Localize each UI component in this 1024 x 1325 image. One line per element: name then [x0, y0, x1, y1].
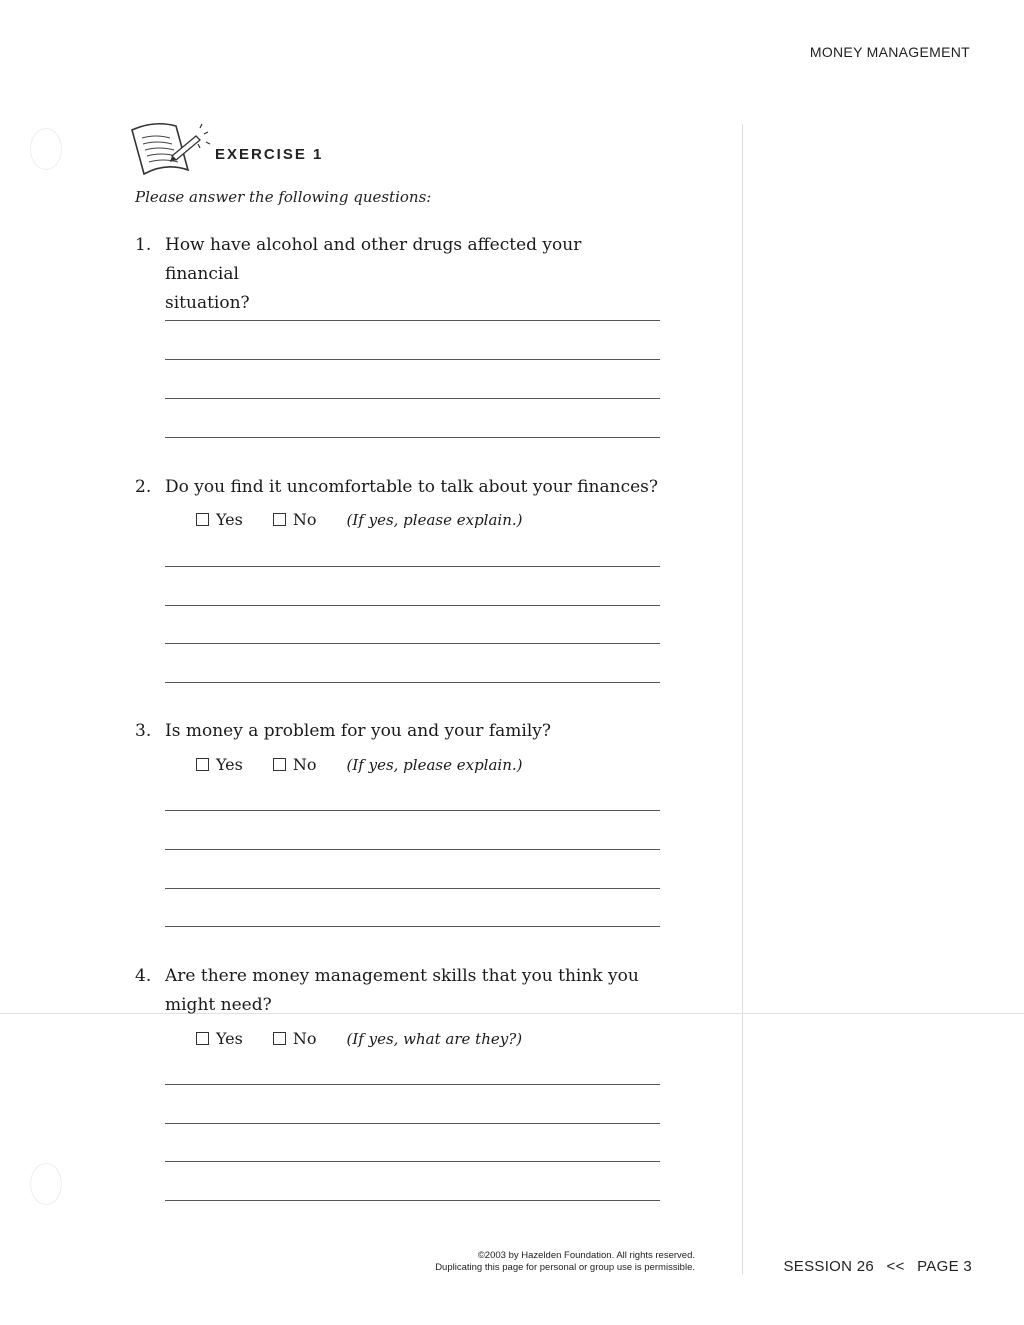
binder-hole	[30, 1163, 62, 1205]
answer-line[interactable]	[165, 849, 660, 850]
answer-line[interactable]	[165, 643, 660, 644]
answer-line[interactable]	[165, 810, 660, 811]
no-option[interactable]: No	[273, 510, 317, 529]
explain-note: (If yes, please explain.)	[346, 510, 523, 529]
answer-line[interactable]	[165, 1161, 660, 1162]
pencil-paper-icon	[128, 118, 212, 184]
instructions: Please answer the following questions:	[135, 188, 432, 206]
answer-line[interactable]	[165, 682, 660, 683]
checkbox-icon[interactable]	[196, 758, 209, 771]
question-line: How have alcohol and other drugs affected your financial	[165, 235, 582, 284]
yes-option[interactable]: Yes	[196, 510, 243, 529]
question-line: Are there money management skills that you think you	[165, 966, 639, 986]
answer-line[interactable]	[165, 888, 660, 889]
yes-option[interactable]: Yes	[196, 1029, 243, 1048]
binder-hole	[30, 128, 62, 170]
question-text	[165, 962, 655, 1020]
no-option[interactable]: No	[273, 1029, 317, 1048]
answer-line[interactable]	[165, 1084, 660, 1085]
question-number: 4.	[135, 966, 152, 986]
answer-line[interactable]	[165, 320, 660, 321]
question-text	[165, 231, 655, 318]
question-line: situation?	[165, 293, 250, 313]
yes-no-options	[196, 1029, 522, 1048]
answer-line[interactable]	[165, 398, 660, 399]
answer-line[interactable]	[165, 1123, 660, 1124]
section-title: MONEY MANAGEMENT	[809, 44, 970, 60]
answer-line[interactable]	[165, 359, 660, 360]
page-number: PAGE 3	[917, 1258, 972, 1275]
yes-no-options	[196, 510, 523, 529]
question-line: Do you find it uncomfortable to talk about your finances?	[165, 477, 659, 497]
checkbox-icon[interactable]	[273, 1032, 286, 1045]
question-number: 1.	[135, 235, 152, 255]
checkbox-icon[interactable]	[196, 1032, 209, 1045]
session-label: SESSION 26	[783, 1258, 875, 1275]
page-footer	[784, 1258, 973, 1275]
explain-note: (If yes, what are they?)	[346, 1029, 523, 1048]
answer-line[interactable]	[165, 566, 660, 567]
yes-no-options	[196, 755, 523, 774]
copyright-notice	[380, 1250, 695, 1274]
yes-option[interactable]: Yes	[196, 755, 243, 774]
question-line: Is money a problem for you and your family?	[165, 721, 551, 741]
separator: <<	[886, 1258, 905, 1275]
explain-note: (If yes, please explain.)	[346, 755, 523, 774]
question-number: 3.	[135, 721, 152, 741]
exercise-title: EXERCISE 1	[215, 146, 324, 163]
permission-line: Duplicating this page for personal or group use is permissible.	[435, 1262, 695, 1273]
answer-line[interactable]	[165, 926, 660, 927]
answer-line[interactable]	[165, 605, 660, 606]
copyright-line: ©2003 by Hazelden Foundation. All rights reserved.	[477, 1250, 695, 1261]
no-option[interactable]: No	[273, 755, 317, 774]
question-number: 2.	[135, 477, 152, 497]
question-text	[165, 717, 655, 746]
question-text	[165, 473, 685, 502]
checkbox-icon[interactable]	[273, 758, 286, 771]
checkbox-icon[interactable]	[273, 513, 286, 526]
answer-line[interactable]	[165, 1200, 660, 1201]
answer-line[interactable]	[165, 437, 660, 438]
checkbox-icon[interactable]	[196, 513, 209, 526]
column-divider	[742, 124, 743, 1274]
question-line: might need?	[165, 995, 272, 1015]
